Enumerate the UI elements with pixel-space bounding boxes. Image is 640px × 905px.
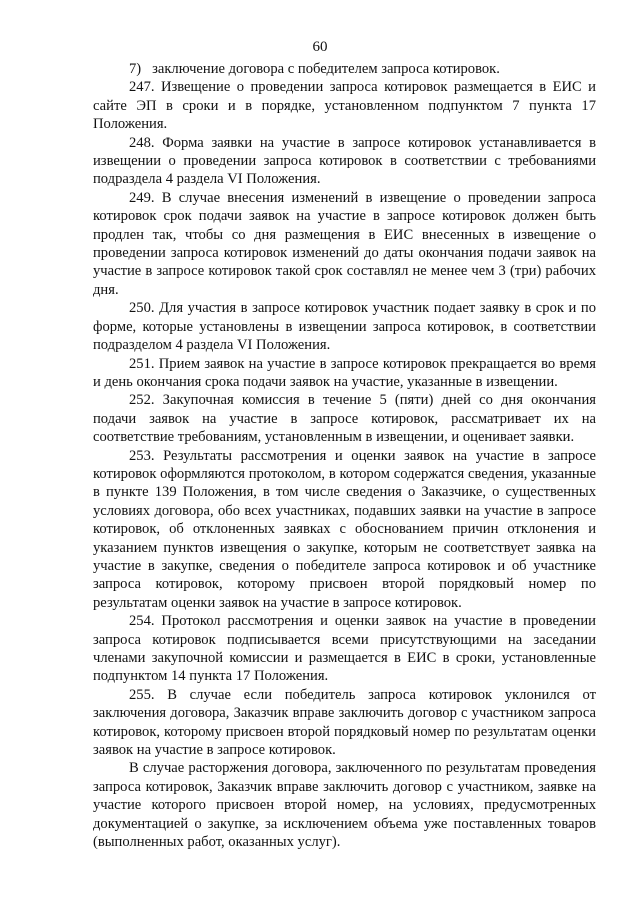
paragraph-255: 255. В случае если победитель запроса котировок уклонился от заключения договора, Заказчик вправе заключить договор с участником запроса котировок, которому присвоен второй порядковый номер по результатам оценки заявок на участие в запросе котировок. [93,686,596,759]
paragraph-255-continuation: В случае расторжения договора, заключенного по результатам проведения запроса котировок, Заказчик вправе заключить договор с участником, заявке на участие которого присвоен второй номер, на условиях, предусмотренных документацией о закупке, за исключением объема уже поставленных товаров (выполненных работ, оказанных услуг). [93,760,596,851]
page-number: 60 [312,39,328,55]
paragraph-251: 251. Прием заявок на участие в запросе котировок прекращается во время и день окончания срока подачи заявок на участие, указанные в извещении. [93,355,596,390]
paragraph-item-7: 7) заключение договора с победителем запроса котировок. [129,61,500,77]
paragraph-247: 247. Извещение о проведении запроса котировок размещается в ЕИС и сайте ЭП в сроки и в порядке, установленном подпунктом 7 пункта 17 Положения. [93,79,596,133]
paragraph-248: 248. Форма заявки на участие в запросе котировок устанавливается в извещении о проведении запроса котировок в соответствии с требованиями подраздела 4 раздела VI Положения. [93,134,596,188]
paragraph-253: 253. Результаты рассмотрения и оценки заявок на участие в запросе котировок оформляются протоколом, в котором содержатся сведения, указанные в пункте 139 Положения, в том числе сведения о Заказчике, о существенных условиях договора, обо всех участниках, подавших заявки на участие в запросе котировок, об отклоненных заявках с обоснованием причин отклонения и указанием пунктов извещения о закупке, которым не соответствует заявка на участие в закупке, сведения о победителе запроса котировок и об участнике запроса котировок, которому присвоен второй порядковый номер по результатам оценки заявок на участие в запросе котировок. [93,447,596,611]
document-body [93,60,596,851]
paragraph-250: 250. Для участия в запросе котировок участник подает заявку в срок и по форме, которые установлены в извещении запроса котировок, в соответствии подразделом 4 раздела VI Положения. [93,300,596,354]
paragraph-249: 249. В случае внесения изменений в извещение о проведении запроса котировок срок подачи заявок на участие в запросе котировок должен быть продлен так, чтобы со дня размещения в ЕИС внесенных в извещение о проведении запроса котировок изменений до даты окончания подачи заявок на участие в запросе котировок такой срок составлял не менее чем 3 (три) рабочих дня. [93,189,596,298]
paragraph-252: 252. Закупочная комиссия в течение 5 (пяти) дней со дня окончания подачи заявок на участие в запросе котировок, рассматривает их на соответствие требованиям, установленным в извещении, и оценивает заявки. [93,392,596,446]
paragraph-254: 254. Протокол рассмотрения и оценки заявок на участие в проведении запроса котировок подписывается всеми присутствующими на заседании членами закупочной комиссии и размещается в ЕИС в сроки, установленные подпунктом 14 пункта 17 Положения. [93,613,596,685]
